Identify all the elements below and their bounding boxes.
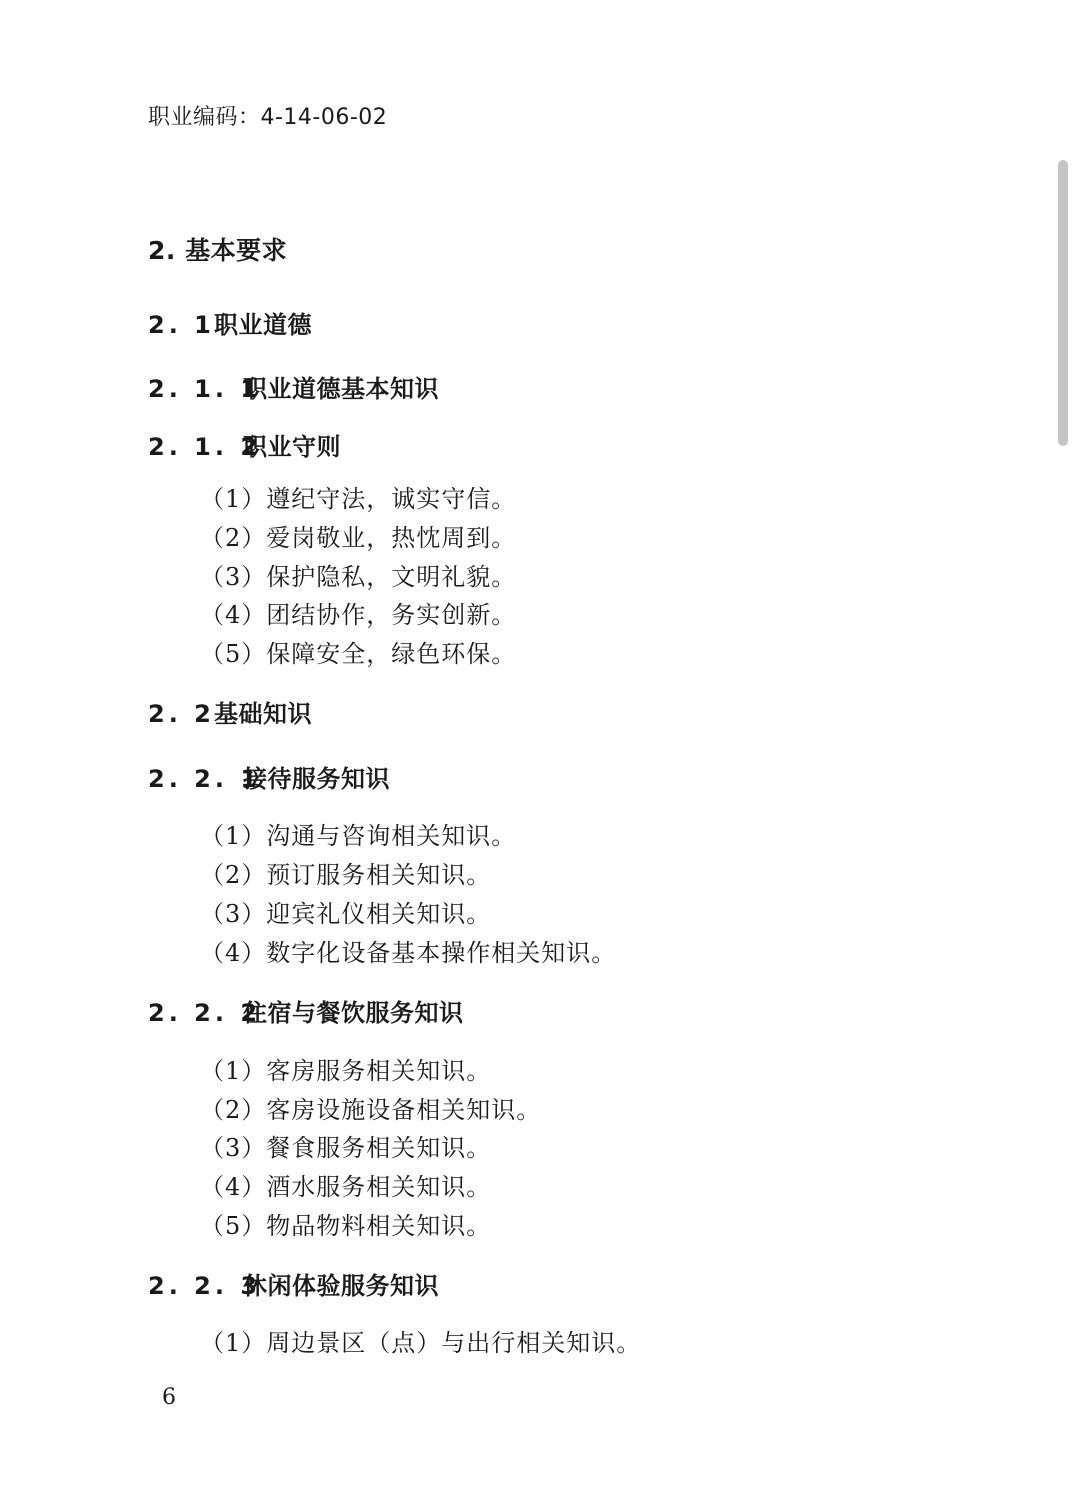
section-number: 2. 2. 3	[148, 1272, 262, 1300]
section-heading-2-1	[148, 305, 312, 340]
section-title: 基础知识	[214, 700, 312, 728]
section-number: 2. 2. 1	[148, 765, 262, 793]
section-heading-2-2-1	[148, 759, 390, 794]
list-item: （1）客房服务相关知识。	[200, 1057, 492, 1085]
list-item: （2）爱岗敬业，热忱周到。	[200, 524, 517, 552]
list-item: （5）物品物料相关知识。	[200, 1212, 492, 1240]
list-item: （1）沟通与咨询相关知识。	[200, 822, 517, 850]
section-heading-2-1-1	[148, 369, 439, 404]
section-heading-2: 2. 基本要求	[148, 236, 288, 265]
section-number: 2. 1. 1	[148, 375, 262, 403]
section-title: 职业道德基本知识	[243, 375, 439, 403]
section-title: 休闲体验服务知识	[243, 1272, 439, 1300]
scrollbar-thumb[interactable]	[1058, 160, 1068, 446]
section-number: 2. 2. 2	[148, 999, 262, 1027]
section-number: 2. 2	[148, 700, 215, 728]
list-item: （1）周边景区（点）与出行相关知识。	[200, 1329, 642, 1357]
list-item: （3）保护隐私，文明礼貌。	[200, 563, 517, 591]
list-item: （2）客房设施设备相关知识。	[200, 1096, 542, 1124]
list-item: （3）迎宾礼仪相关知识。	[200, 900, 492, 928]
list-item: （4）数字化设备基本操作相关知识。	[200, 939, 617, 967]
section-number: 2. 1	[148, 311, 215, 339]
list-item: （4）酒水服务相关知识。	[200, 1173, 492, 1201]
section-title: 职业守则	[243, 433, 341, 461]
page-number: 6	[162, 1385, 176, 1410]
section-heading-2-2-3	[148, 1266, 439, 1301]
list-item: （4）团结协作，务实创新。	[200, 601, 517, 629]
list-item: （1）遵纪守法，诚实守信。	[200, 485, 517, 513]
section-title: 职业道德	[214, 311, 312, 339]
section-number: 2. 1. 2	[148, 433, 262, 461]
section-heading-2-1-2	[148, 427, 341, 462]
list-item: （3）餐食服务相关知识。	[200, 1134, 492, 1162]
section-heading-2-2-2	[148, 993, 464, 1028]
section-heading-2-2	[148, 694, 312, 729]
list-item: （2）预订服务相关知识。	[200, 861, 492, 889]
section-title: 接待服务知识	[243, 765, 390, 793]
list-item: （5）保障安全，绿色环保。	[200, 640, 517, 668]
occupation-code: 职业编码：4-14-06-02	[148, 105, 388, 130]
section-title: 住宿与餐饮服务知识	[243, 999, 464, 1027]
